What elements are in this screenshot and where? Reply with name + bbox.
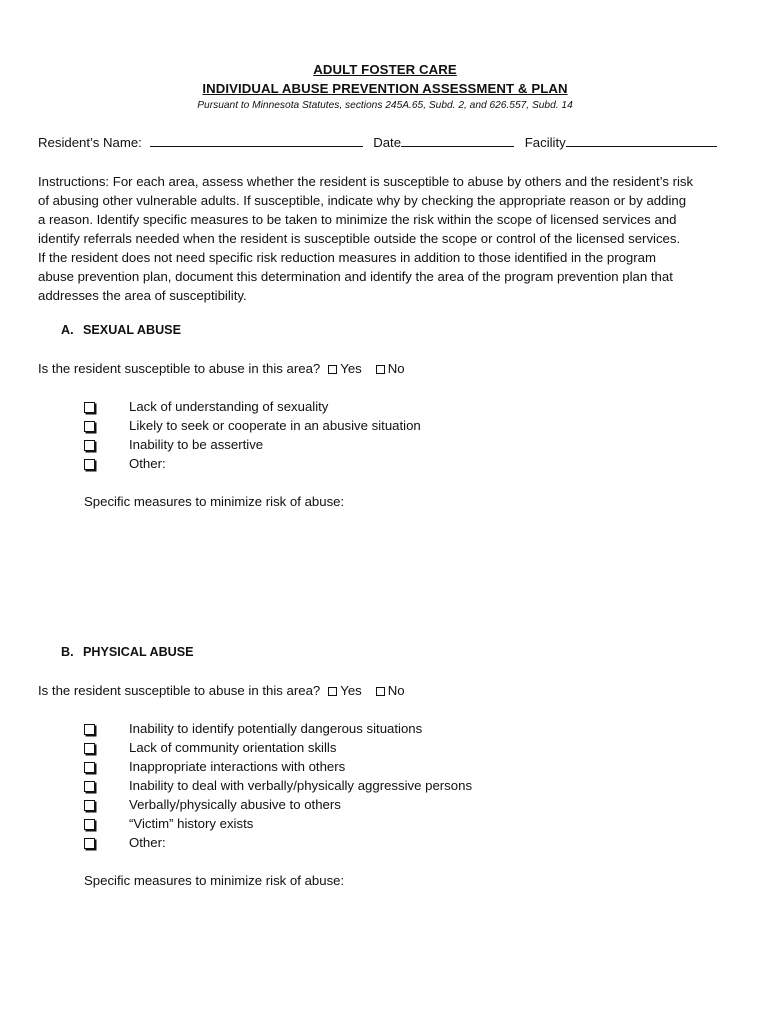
reason-label: Lack of community orientation skills <box>129 740 337 755</box>
reason-checkbox[interactable] <box>84 440 95 451</box>
section-letter: A. <box>61 323 74 337</box>
reason-checkbox[interactable] <box>84 781 95 792</box>
yes-checkbox[interactable] <box>328 365 337 374</box>
instructions-paragraph <box>38 172 738 305</box>
section-title: SEXUAL ABUSE <box>83 323 181 337</box>
reason-label: Likely to seek or cooperate in an abusive situation <box>129 418 421 433</box>
no-label: No <box>387 683 405 698</box>
date-label: Date <box>373 135 402 150</box>
reason-checkbox[interactable] <box>84 421 95 432</box>
reason-label: Inability to identify potentially dangerous situations <box>129 721 423 736</box>
instructions-line: Instructions: For each area, assess whether the resident is susceptible to abuse by others and the resident’s risk <box>38 174 694 189</box>
resident-name-field[interactable] <box>150 134 363 147</box>
reason-checkbox[interactable] <box>84 838 95 849</box>
question-text: Is the resident susceptible to abuse in this area? <box>38 361 321 376</box>
resident-info-row <box>38 134 717 150</box>
date-field[interactable] <box>401 134 514 147</box>
reason-checkbox[interactable] <box>84 724 95 735</box>
reason-label: Verbally/physically abusive to others <box>129 797 341 812</box>
section-a-heading <box>61 323 181 337</box>
reason-label: Lack of understanding of sexuality <box>129 399 329 414</box>
reason-checkbox[interactable] <box>84 459 95 470</box>
reason-label: “Victim” history exists <box>129 816 254 831</box>
reason-checkbox[interactable] <box>84 762 95 773</box>
section-a-question <box>38 361 405 376</box>
reason-label: Other: <box>129 835 166 850</box>
instructions-line: addresses the area of susceptibility. <box>38 288 247 303</box>
form-subtitle-heading: INDIVIDUAL ABUSE PREVENTION ASSESSMENT & PLAN <box>202 81 568 96</box>
yes-checkbox[interactable] <box>328 687 337 696</box>
section-b-measures-label: Specific measures to minimize risk of abuse: <box>84 873 345 888</box>
question-text: Is the resident susceptible to abuse in this area? <box>38 683 321 698</box>
form-title: ADULT FOSTER CARE <box>313 62 457 77</box>
facility-label: Facility <box>524 135 566 150</box>
instructions-line: of abusing other vulnerable adults. If susceptible, indicate why by checking the appropriate reason or by adding <box>38 193 687 208</box>
section-a-measures-label: Specific measures to minimize risk of abuse: <box>84 494 345 509</box>
reason-label: Other: <box>129 456 166 471</box>
yes-label: Yes <box>340 361 362 376</box>
instructions-line: If the resident does not need specific risk reduction measures in addition to those identified in the program <box>38 250 656 265</box>
resident-name-label: Resident’s Name: <box>38 135 142 150</box>
no-label: No <box>387 361 405 376</box>
statute-reference: Pursuant to Minnesota Statutes, sections 245A.65, Subd. 2, and 626.557, Subd. 14 <box>197 100 573 111</box>
reason-checkbox[interactable] <box>84 743 95 754</box>
instructions-line: identify referrals needed when the resident is susceptible outside the scope or control of the licensed services. <box>38 231 681 246</box>
section-letter: B. <box>61 645 74 659</box>
instructions-line: a reason. Identify specific measures to be taken to minimize the risk within the scope of licensed services and <box>38 212 677 227</box>
no-checkbox[interactable] <box>376 365 385 374</box>
reason-checkbox[interactable] <box>84 819 95 830</box>
section-b-heading <box>61 645 194 659</box>
section-b-question <box>38 683 405 698</box>
facility-field[interactable] <box>566 134 717 147</box>
reason-label: Inability to deal with verbally/physically aggressive persons <box>129 778 473 793</box>
yes-label: Yes <box>340 683 362 698</box>
no-checkbox[interactable] <box>376 687 385 696</box>
reason-label: Inappropriate interactions with others <box>129 759 346 774</box>
reason-checkbox[interactable] <box>84 402 95 413</box>
section-title: PHYSICAL ABUSE <box>83 645 194 659</box>
instructions-line: abuse prevention plan, document this determination and identify the area of the program prevention plan that <box>38 269 673 284</box>
reason-checkbox[interactable] <box>84 800 95 811</box>
reason-label: Inability to be assertive <box>129 437 264 452</box>
